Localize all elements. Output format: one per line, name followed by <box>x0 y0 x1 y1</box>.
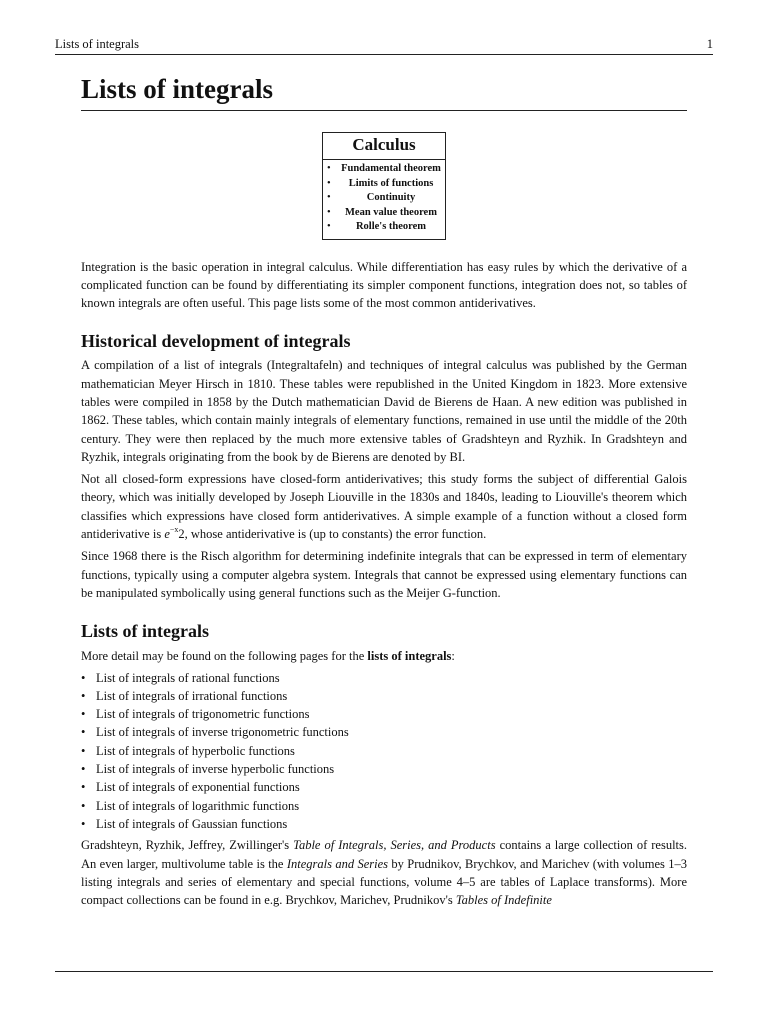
intro-paragraph: Integration is the basic operation in integral calculus. While differentiation has easy rules by which the derivative of a complicated function can be found by differentiating its simpler component functions, integration does not, so tables of known integrals are often useful. This page lists some of the most common antiderivatives. <box>81 259 687 311</box>
page-number: 1 <box>706 37 713 51</box>
closing-paragraph <box>81 836 687 909</box>
list-item-inverse-hyperbolic[interactable]: • List of integrals of inverse hyperbolic functions <box>81 760 687 778</box>
closing-text-3: by Prudnikov, Brychkov, and Marichev (with volumes 1–3 listing integrals and series of elementary and special functions, volume 4–5 are tables of Laplace transforms). More compact collections can be found in e.g. Brychkov, Marichev, Prudnikov's <box>81 856 687 908</box>
math-exponent-tail: 2 <box>178 527 185 542</box>
section-heading-historical: Historical development of integrals <box>81 331 351 352</box>
list-item-hyperbolic[interactable]: • List of integrals of hyperbolic functions <box>81 742 687 760</box>
list-item-rational[interactable]: • List of integrals of rational functions <box>81 669 687 687</box>
book-title-tables-of-indefinite: Tables of Indefinite <box>455 893 552 908</box>
list-item-logarithmic[interactable]: • List of integrals of logarithmic functions <box>81 797 687 815</box>
list-item-trigonometric[interactable]: • List of integrals of trigonometric functions <box>81 705 687 723</box>
infobox-link-fundamental-theorem[interactable]: • Fundamental theorem <box>327 162 441 177</box>
infobox-link-limits-of-functions[interactable]: • Limits of functions <box>327 177 441 192</box>
calculus-infobox <box>322 132 446 240</box>
historical-paragraph-2-tail: , whose antiderivative is (up to constants) the error function. <box>184 527 487 542</box>
running-header-title: Lists of integrals <box>55 37 140 51</box>
lists-lead-bold: lists of integrals <box>367 649 452 664</box>
page-content <box>81 72 687 909</box>
historical-paragraph-2-text: Not all closed-form expressions have closed-form antiderivatives; this study forms the subject of differential Galois theory, which was initially developed by Joseph Liouville in the 1830s and 1840s, leading to Liouville's theorem which classifies which expressions have closed form antiderivatives. A simple example of a function without a closed form antiderivative is <box>81 472 687 542</box>
closing-text-1: Gradshteyn, Ryzhik, Jeffrey, Zwillinger's <box>81 838 294 853</box>
page-title: Lists of integrals <box>81 72 687 111</box>
list-item-inverse-trigonometric[interactable]: • List of integrals of inverse trigonometric functions <box>81 723 687 741</box>
math-exponent: −x <box>169 524 179 534</box>
header-divider <box>55 54 713 55</box>
infobox-list <box>323 162 445 235</box>
footer-divider <box>55 971 713 972</box>
list-item-irrational[interactable]: • List of integrals of irrational functions <box>81 687 687 705</box>
historical-paragraph-2 <box>81 470 687 543</box>
list-item-exponential[interactable]: • List of integrals of exponential functions <box>81 778 687 796</box>
infobox-link-mean-value-theorem[interactable]: • Mean value theorem <box>327 206 441 221</box>
book-title-gradshteyn: Table of Integrals, Series, and Products <box>293 838 496 853</box>
infobox-link-continuity[interactable]: • Continuity <box>327 191 441 206</box>
list-item-gaussian[interactable]: • List of integrals of Gaussian functions <box>81 815 687 833</box>
math-base-e: e <box>164 527 170 542</box>
section-heading-lists: Lists of integrals <box>81 621 209 642</box>
integral-lists <box>81 669 687 834</box>
infobox-link-rolles-theorem[interactable]: • Rolle's theorem <box>327 220 441 235</box>
lists-lead-paragraph <box>81 647 687 665</box>
historical-paragraph-3: Since 1968 there is the Risch algorithm for determining indefinite integrals that can be expressed in term of elementary functions, typically using a computer algebra system. Integrals that cannot be expressed using elementary functions can be manipulated symbolically using general functions such as the Meijer G-function. <box>81 549 687 600</box>
closing-text-2: contains a large collection of results. An even larger, multivolume table is the <box>81 838 688 871</box>
lists-lead-text: More detail may be found on the following pages for the <box>81 649 368 664</box>
lists-lead-colon: : <box>451 649 455 664</box>
book-title-integrals-and-series: Integrals and Series <box>286 856 389 871</box>
infobox-title: Calculus <box>323 133 445 160</box>
historical-paragraph-1: A compilation of a list of integrals (Integraltafeln) and techniques of integral calculus was published by the German mathematician Meyer Hirsch in 1810. These tables were republished in the United Kingdom in 1823. More extensive tables were compiled in 1858 by the Dutch mathematician David de Bierens de Haan. A new edition was published in 1862. These tables, which contain mainly integrals of elementary functions, remained in use until the middle of the 20th century. They were then replaced by the much more extensive tables of Gradshteyn and Ryzhik. In Gradshteyn and Ryzhik, integrals originating from the book by de Bierens are denoted by BI. <box>81 358 687 464</box>
